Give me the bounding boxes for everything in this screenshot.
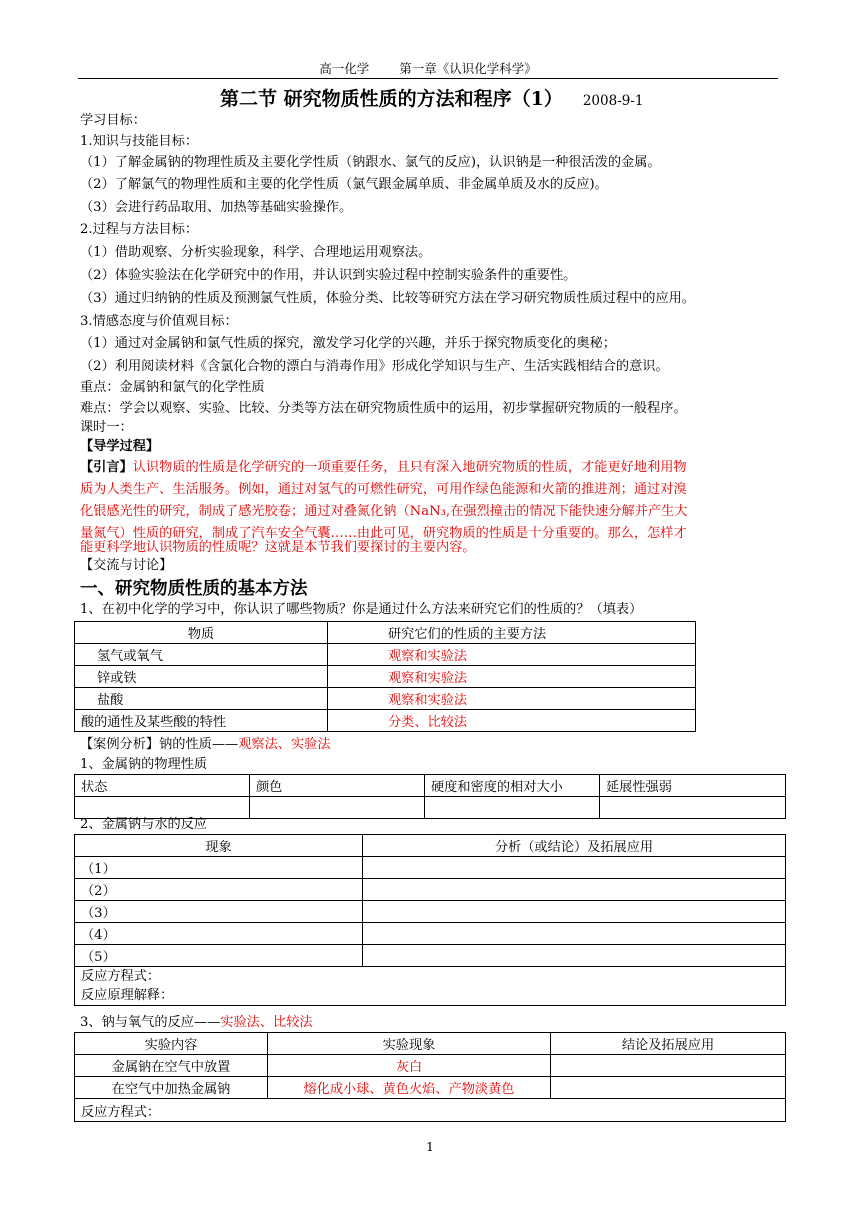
intro-line-1 [80,458,687,478]
table-row [75,710,696,732]
process-item-2: （2）体验实验法在化学研究中的作用，并认识到实验过程中控制实验条件的重要性。 [80,268,577,283]
methods-table [74,621,696,732]
objectives-heading: 学习目标： [80,113,146,128]
table-row [75,666,696,688]
knowledge-heading: 1.知识与技能目标： [80,134,199,149]
emotion-item-2: （2）利用阅读材料《含氯化合物的漂白与消毒作用》形成化学知识与生产、生活实践相结合的意识。 [80,359,669,374]
process-item-1: （1）借助观察、分析实验现象，科学、合理地运用观察法。 [80,245,432,260]
case-methods: 观察法、实验法 [238,737,331,752]
table-row [75,1055,786,1077]
subsection-1: 1、金属钠的物理性质 [80,757,208,772]
table-header: 颜色 [250,775,425,797]
table-cell: （1） [75,857,363,879]
table-header: 物质 [75,622,328,644]
intro-line-5: 能更科学地认识物质的性质呢？这就是本节我们要探讨的主要内容。 [80,540,476,555]
table-header: 延展性强弱 [600,775,786,797]
table-cell [75,967,786,1006]
table-cell [363,879,786,901]
title-date: 2008-9-1 [582,93,644,109]
header-chapter: 第一章《认识化学科学》 [399,61,537,76]
table-cell: 熔化成小球、黄色火焰、产物淡黄色 [268,1077,551,1099]
table-cell [363,857,786,879]
page-title [220,86,644,112]
table-row [75,879,786,901]
table-cell [425,797,600,819]
sodium-water-table [74,834,786,1006]
intro-line-3: 化银感光性的研究，制成了感光胶卷；通过对叠氮化钠（NaN₃,在强烈撞击的情况下能快速分解并产生大 [80,504,688,519]
page-number: 1 [426,1139,434,1154]
table-row [75,1033,786,1055]
emotion-heading: 3.情感态度与价值观目标： [80,314,238,329]
table-cell: 氢气或氧气 [75,644,328,666]
discuss-heading: 【交流与讨论】 [80,558,173,573]
principle-label: 反应原理解释： [81,988,174,1003]
table-row [75,644,696,666]
table-row [75,901,786,923]
table-header: 分析（或结论）及拓展应用 [363,835,786,857]
table-cell: （2） [75,879,363,901]
table-cell: 观察和实验法 [328,644,696,666]
key-point: 重点：金属钠和氯气的化学性质 [80,380,265,395]
table-cell [363,945,786,967]
knowledge-item-1: （1）了解金属钠的物理性质及主要化学性质（钠跟水、氯气的反应)，认识钠是一种很活泼的金属。 [80,155,661,170]
process-heading: 2.过程与方法目标： [80,222,199,237]
knowledge-item-3: （3）会进行药品取用、加热等基础实验操作。 [80,200,353,215]
table-cell: （5） [75,945,363,967]
intro-line-4: 量氮气）性质的研究，制成了汽车安全气囊……由此可见，研究物质的性质是十分重要的。那么，怎样才 [80,526,687,541]
process-item-3: （3）通过归纳钠的性质及预测氯气性质，体验分类、比较等研究方法在学习研究物质性质过程中的应用。 [80,291,696,306]
table-header: 状态 [75,775,250,797]
header-course: 高一化学 [319,61,370,76]
table-row [75,923,786,945]
subsection-3 [80,1013,313,1033]
table-cell: 观察和实验法 [328,688,696,710]
page-header [78,60,778,79]
table-cell: （3） [75,901,363,923]
table-row [75,1077,786,1099]
table-header: 结论及拓展应用 [551,1033,786,1055]
guide-heading: 【导学过程】 [80,439,160,454]
knowledge-item-2: （2）了解氯气的物理性质和主要的化学性质（氯气跟金属单质、非金属单质及水的反应)。 [80,177,608,192]
table-cell: 灰白 [268,1055,551,1077]
table-cell: 金属钠在空气中放置 [75,1055,268,1077]
table-cell [551,1055,786,1077]
table-header: 实验内容 [75,1033,268,1055]
subsection-2: 2、金属钠与水的反应 [80,817,208,832]
table-row [75,775,786,797]
table-cell [363,923,786,945]
table-cell: 分类、比较法 [328,710,696,732]
table-cell [250,797,425,819]
intro-tag: 【引言】 [80,460,133,475]
difficulty: 难点：学会以观察、实验、比较、分类等方法在研究物质性质中的运用，初步掌握研究物质的一般程序。 [80,401,687,416]
sodium-oxygen-table [74,1032,786,1122]
case-prefix: 【案例分析】钠的性质—— [80,737,239,752]
table-row [75,967,786,1006]
case-analysis [80,735,331,755]
table-row [75,835,786,857]
table-cell: 在空气中加热金属钠 [75,1077,268,1099]
question-1: 1、在初中化学的学习中，你认识了哪些物质？你是通过什么方法来研究它们的性质的？（填表） [80,602,643,617]
physical-properties-table [74,774,786,819]
table-header: 研究它们的性质的主要方法 [328,622,696,644]
intro-text-1: 认识物质的性质是化学研究的一项重要任务，且只有深入地研究物质的性质，才能更好地利用物 [132,460,687,475]
equation-label: 反应方程式： [81,969,161,984]
table-row [75,688,696,710]
table-cell: 反应方程式： [75,1099,786,1122]
table-row [75,622,696,644]
lesson-label: 课时一： [80,420,133,435]
table-header: 硬度和密度的相对大小 [425,775,600,797]
section-1-heading: 一、研究物质性质的基本方法 [80,579,308,599]
table-cell: 酸的通性及某些酸的特性 [75,710,328,732]
table-cell [600,797,786,819]
subsection-3-prefix: 3、钠与氧气的反应—— [80,1015,221,1030]
intro-line-2: 质为人类生产、生活服务。例如，通过对氢气的可燃性研究，可用作绿色能源和火箭的推进剂；通过对溴 [80,482,687,497]
title-text: 第二节 研究物质性质的方法和程序（1） [220,88,563,110]
table-cell [363,901,786,923]
table-cell: 观察和实验法 [328,666,696,688]
table-cell [551,1077,786,1099]
table-cell: 锌或铁 [75,666,328,688]
table-cell: 盐酸 [75,688,328,710]
emotion-item-1: （1）通过对金属钠和氯气性质的探究，激发学习化学的兴趣，并乐于探究物质变化的奥秘； [80,336,616,351]
table-row [75,945,786,967]
table-header: 实验现象 [268,1033,551,1055]
table-header: 现象 [75,835,363,857]
subsection-3-methods: 实验法、比较法 [220,1015,313,1030]
table-row [75,1099,786,1122]
table-row [75,857,786,879]
table-cell: （4） [75,923,363,945]
